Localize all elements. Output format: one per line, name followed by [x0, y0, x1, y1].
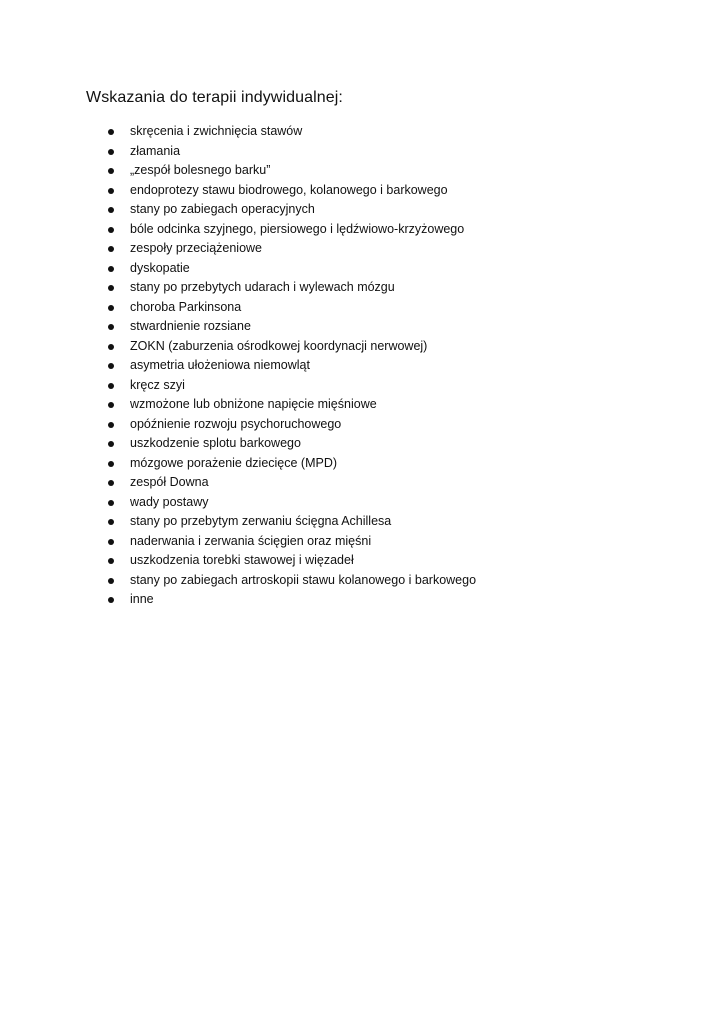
list-item-text: „zespół bolesnego barku”	[130, 163, 271, 177]
list-item-text: asymetria ułożeniowa niemowląt	[130, 358, 310, 372]
document-heading: Wskazania do terapii indywidualnej:	[86, 89, 343, 106]
list-item-text: stany po przebytym zerwaniu ścięgna Achillesa	[130, 514, 392, 528]
list-item	[105, 200, 476, 220]
list-item-text: wady postawy	[130, 494, 209, 509]
list-item	[105, 493, 476, 513]
list-item-text: uszkodzenia torebki stawowej i więzadeł	[130, 553, 354, 567]
list-item-text: stany po zabiegach artroskopii stawu kolanowego i barkowego	[130, 572, 477, 587]
list-item-text: stany po zabiegach operacyjnych	[130, 202, 315, 216]
bullet-icon	[108, 305, 114, 311]
bullet-icon	[108, 402, 114, 408]
bullet-icon	[108, 324, 114, 330]
bullet-icon	[108, 539, 114, 545]
bullet-icon	[108, 519, 114, 525]
list-item	[105, 454, 476, 474]
list-item	[105, 317, 476, 337]
list-item	[105, 551, 476, 571]
list-item	[105, 356, 476, 376]
list-item-text: naderwania i zerwania ścięgien oraz mięśni	[130, 533, 372, 548]
list-item	[105, 239, 476, 259]
list-item	[105, 278, 476, 298]
bullet-icon	[108, 168, 114, 174]
list-item	[105, 220, 476, 240]
list-item-text: zespół Downa	[130, 475, 209, 489]
list-item	[105, 161, 476, 181]
bullet-icon	[108, 383, 114, 389]
bullet-icon	[108, 149, 114, 155]
list-item-text: ZOKN (zaburzenia ośrodkowej koordynacji nerwowej)	[130, 338, 428, 353]
bullet-icon	[108, 285, 114, 291]
list-item	[105, 122, 476, 142]
indications-list	[105, 122, 476, 610]
list-item	[105, 415, 476, 435]
list-item-text: choroba Parkinsona	[130, 299, 242, 314]
bullet-icon	[108, 441, 114, 447]
list-item	[105, 512, 476, 532]
list-item-text: opóźnienie rozwoju psychoruchowego	[130, 416, 342, 431]
list-item-text: skręcenia i zwichnięcia stawów	[130, 124, 303, 138]
list-item	[105, 434, 476, 454]
list-item-text: zespoły przeciążeniowe	[130, 241, 263, 255]
bullet-icon	[108, 246, 114, 252]
bullet-icon	[108, 597, 114, 603]
bullet-icon	[108, 578, 114, 584]
list-item	[105, 337, 476, 357]
list-item-text: uszkodzenie splotu barkowego	[130, 436, 301, 450]
list-item	[105, 376, 476, 396]
bullet-icon	[108, 188, 114, 194]
list-item-text: dyskopatie	[130, 260, 190, 275]
list-item	[105, 298, 476, 318]
list-item-text: złamania	[130, 143, 181, 158]
list-item-text: mózgowe porażenie dziecięce (MPD)	[130, 455, 338, 470]
list-item	[105, 395, 476, 415]
list-item	[105, 142, 476, 162]
list-item	[105, 532, 476, 552]
bullet-icon	[108, 558, 114, 564]
list-item-text: endoprotezy stawu biodrowego, kolanowego i barkowego	[130, 182, 448, 197]
bullet-icon	[108, 266, 114, 272]
list-item-text: stany po przebytych udarach i wylewach mózgu	[130, 280, 395, 294]
list-item-text: inne	[130, 592, 154, 606]
bullet-icon	[108, 480, 114, 486]
bullet-icon	[108, 461, 114, 467]
bullet-icon	[108, 363, 114, 369]
bullet-icon	[108, 129, 114, 135]
bullet-icon	[108, 227, 114, 233]
list-item-text: stwardnienie rozsiane	[130, 319, 251, 333]
list-item-text: wzmożone lub obniżone napięcie mięśniowe	[130, 397, 377, 411]
bullet-icon	[108, 422, 114, 428]
list-item	[105, 473, 476, 493]
bullet-icon	[108, 207, 114, 213]
bullet-icon	[108, 344, 114, 350]
list-item	[105, 259, 476, 279]
list-item	[105, 571, 476, 591]
list-item	[105, 590, 476, 610]
list-item-text: bóle odcinka szyjnego, piersiowego i lędźwiowo-krzyżowego	[130, 221, 465, 236]
list-item	[105, 181, 476, 201]
bullet-icon	[108, 500, 114, 506]
list-item-text: kręcz szyi	[130, 377, 185, 392]
